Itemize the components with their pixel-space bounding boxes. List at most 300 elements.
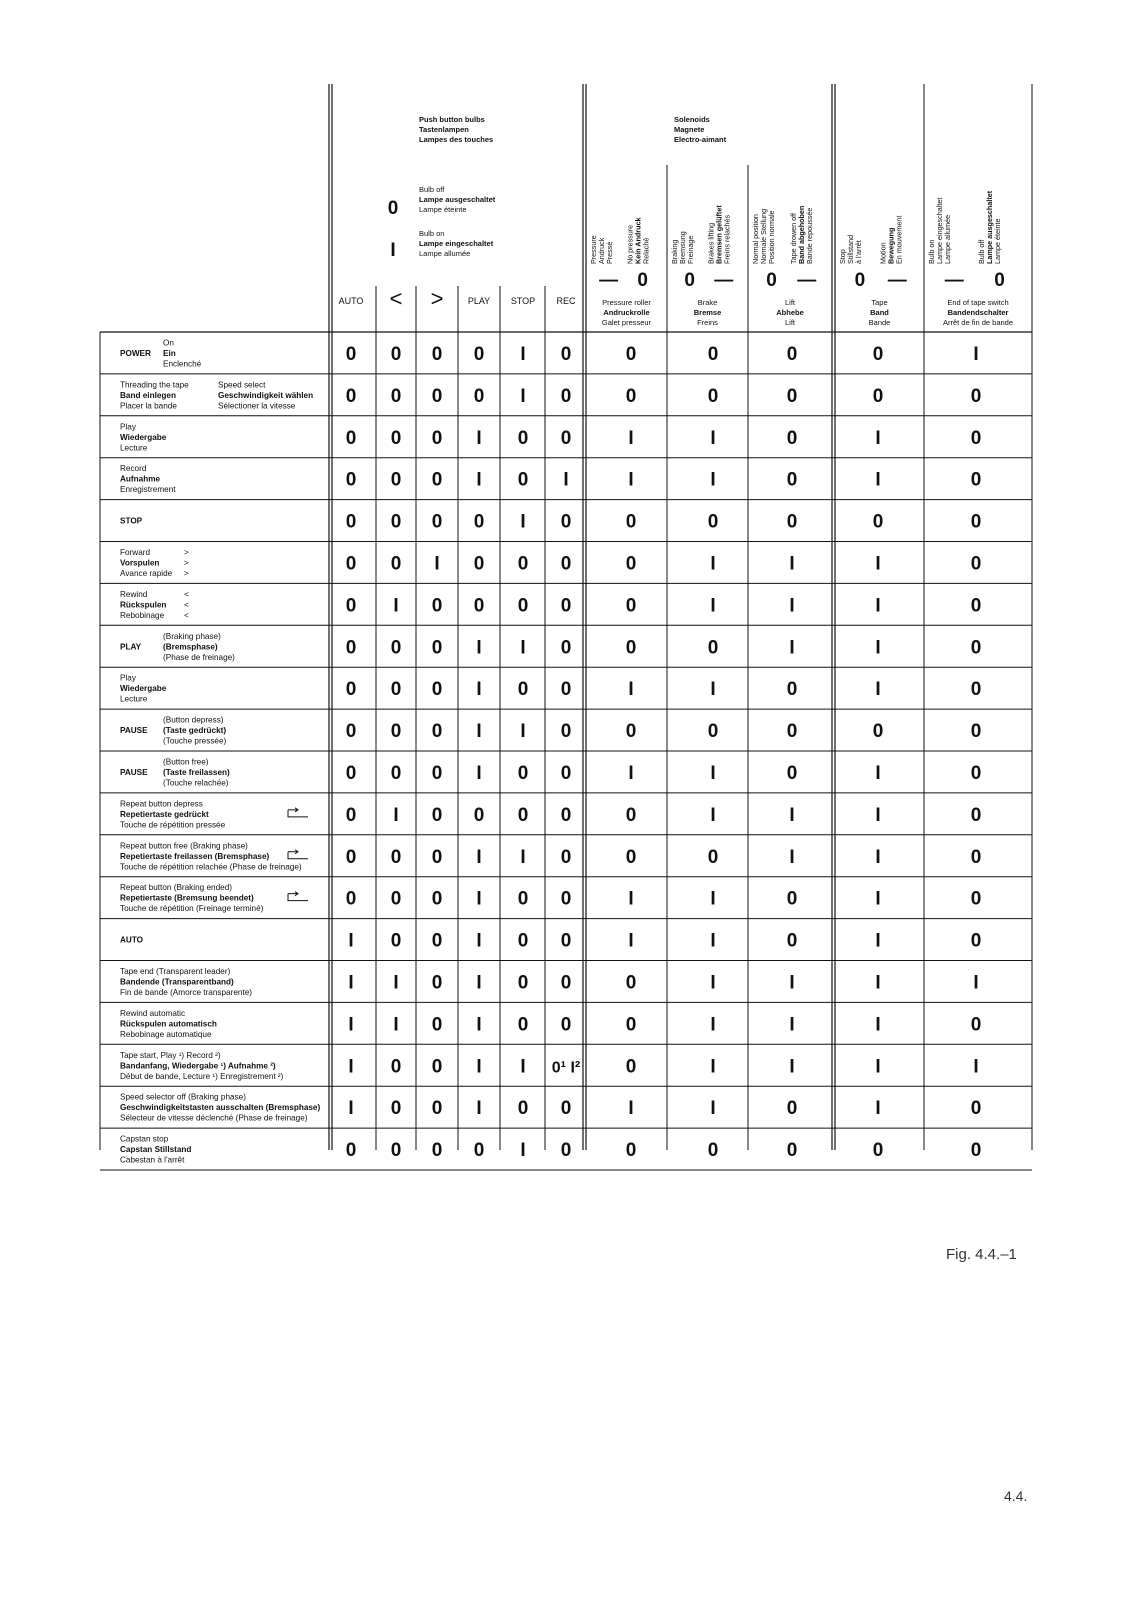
button-header-play: PLAY — [467, 296, 491, 306]
state-symbol: — — [714, 270, 734, 291]
cell-value: 0 — [560, 888, 572, 910]
row-label: (Taste freilassen) — [163, 767, 230, 777]
row-label: Vorspulen — [120, 558, 160, 568]
cell-value: I — [393, 972, 399, 994]
cell-value: I — [628, 762, 634, 784]
cell-value: 0 — [786, 721, 798, 743]
row-label: POWER — [120, 348, 151, 358]
cell-value: 0 — [473, 595, 485, 617]
cell-value: I — [348, 1056, 354, 1078]
cell-value: 0 — [872, 721, 884, 743]
state-label: Freins relachés — [722, 214, 732, 264]
cell-value: 0 — [560, 721, 572, 743]
cell-value: 0 — [473, 511, 485, 533]
row-label: Touche de répétition relachée (Phase de freinage) — [120, 862, 302, 872]
cell-value: I — [628, 427, 634, 449]
legend-off-symbol: 0 — [387, 198, 399, 219]
row-label: PAUSE — [120, 726, 148, 736]
button-header-auto: AUTO — [338, 296, 364, 306]
cell-value: I — [476, 637, 482, 659]
cell-value: I — [973, 343, 979, 365]
solenoids-group-title: Electro-aimant — [674, 135, 727, 144]
row-label: Début de bande, Lecture ¹) Enregistrement ²) — [120, 1071, 284, 1081]
cell-value: 0 — [560, 385, 572, 407]
cell-value: 0 — [390, 930, 402, 952]
button-header-stop: STOP — [510, 296, 536, 306]
repeat-icon — [288, 892, 308, 901]
row-label: Speed selector off (Braking phase) — [120, 1092, 246, 1102]
state-label: Bremsen gelüftet — [714, 205, 724, 264]
cell-value: 0 — [473, 804, 485, 826]
cell-value: 0 — [970, 804, 982, 826]
row-label: Repetiertaste (Bremsung beendet) — [120, 893, 254, 903]
cell-value: I — [710, 930, 716, 952]
cell-value: 0 — [560, 637, 572, 659]
cell-value: I — [789, 637, 795, 659]
cell-value: I — [348, 930, 354, 952]
row-label: On — [163, 338, 174, 348]
row-direction-arrow: < — [184, 600, 189, 610]
row-label: Record — [120, 464, 147, 474]
cell-value: I — [476, 1014, 482, 1036]
cell-value: 0 — [970, 511, 982, 533]
cell-value: 0 — [345, 846, 357, 868]
row-label: (Touche relachée) — [163, 778, 229, 788]
row-label: Wiedergabe — [120, 432, 167, 442]
cell-value: 0 — [517, 804, 529, 826]
solenoid-column-label: Bandendschalter — [947, 308, 1009, 317]
row-label: Lecture — [120, 443, 148, 453]
cell-value: 0 — [560, 762, 572, 784]
cell-value: I — [710, 679, 716, 701]
cell-value: 0 — [390, 385, 402, 407]
cell-value: I — [476, 888, 482, 910]
cell-value: I — [520, 637, 526, 659]
cell-value: 0 — [517, 553, 529, 575]
cell-value: 0 — [390, 637, 402, 659]
cell-value: 0 — [625, 1056, 637, 1078]
row-label: Capstan Stillstand — [120, 1145, 192, 1155]
row-label: Wiedergabe — [120, 684, 167, 694]
row-label: Ein — [163, 348, 176, 358]
row-label: Play — [120, 673, 136, 683]
cell-value: I — [476, 1098, 482, 1120]
row-direction-arrow: > — [184, 568, 189, 578]
row-label: Repeat button depress — [120, 799, 203, 809]
cell-value: 0 — [970, 679, 982, 701]
cell-value: 0 — [390, 1098, 402, 1120]
cell-value: I — [710, 553, 716, 575]
cell-value: 0 — [345, 595, 357, 617]
cell-value: I — [476, 679, 482, 701]
cell-value: I — [875, 846, 881, 868]
cell-value: I — [628, 888, 634, 910]
cell-value: I — [563, 469, 569, 491]
row-label: Repetiertaste gedrückt — [120, 809, 209, 819]
cell-value: 0 — [625, 721, 637, 743]
button-header-rec: REC — [556, 296, 576, 306]
row-label: Tape end (Transparent leader) — [120, 966, 231, 976]
cell-value: I — [476, 1056, 482, 1078]
row-label: Cabestan à l'arrêt — [120, 1155, 185, 1165]
row-label: Fin de bande (Amorce transparente) — [120, 987, 252, 997]
cell-value: 0 — [970, 721, 982, 743]
legend-on-text: Bulb on — [419, 229, 445, 238]
row-label: STOP — [120, 516, 143, 526]
state-label: Position normale — [767, 210, 776, 264]
cell-value: 0 — [517, 1014, 529, 1036]
cell-value: I — [520, 1140, 526, 1162]
state-label: Pressé — [605, 241, 614, 264]
cell-value: 0 — [625, 343, 637, 365]
solenoid-column-label: Abhebe — [776, 308, 804, 317]
cell-value: I — [875, 888, 881, 910]
repeat-icon — [288, 808, 308, 817]
cell-value: 0 — [707, 343, 719, 365]
cell-value: 0 — [872, 385, 884, 407]
cell-value: I — [476, 930, 482, 952]
cell-value: 0 — [707, 721, 719, 743]
cell-value: I — [710, 972, 716, 994]
cell-value: I — [875, 1014, 881, 1036]
row-label: (Braking phase) — [163, 631, 221, 641]
row-label: Repetiertaste freilassen (Bremsphase) — [120, 851, 270, 861]
cell-value: 0 — [473, 385, 485, 407]
cell-value: I — [973, 972, 979, 994]
cell-value: 0 — [345, 637, 357, 659]
cell-value: I — [520, 721, 526, 743]
cell-value: I — [476, 427, 482, 449]
row-direction-arrow: > — [184, 558, 189, 568]
cell-value: 0 — [786, 1098, 798, 1120]
cell-value: 0 — [786, 679, 798, 701]
cell-value: I — [789, 1056, 795, 1078]
cell-value: 0 — [786, 469, 798, 491]
state-symbol: 0 — [854, 270, 866, 291]
cell-value: 0 — [517, 595, 529, 617]
cell-value: 0 — [560, 1098, 572, 1120]
cell-value: 0 — [390, 888, 402, 910]
cell-value: 0 — [390, 427, 402, 449]
cell-value: 0 — [473, 1140, 485, 1162]
solenoid-column-label: Brake — [697, 298, 718, 307]
cell-value: I — [628, 1098, 634, 1120]
cell-value: 0 — [517, 972, 529, 994]
state-label: Normale Stellung — [759, 208, 768, 264]
cell-value: 0 — [970, 930, 982, 952]
cell-value: I — [875, 679, 881, 701]
row-label: Forward — [120, 547, 151, 557]
solenoids-group-title: Solenoids — [674, 115, 710, 124]
cell-value: I — [875, 762, 881, 784]
cell-value: 0 — [707, 846, 719, 868]
cell-value: 0 — [786, 930, 798, 952]
state-label: Bande repoussée — [805, 207, 814, 264]
cell-value: 0 — [872, 1140, 884, 1162]
cell-value: 0 — [970, 1098, 982, 1120]
cell-value: I — [628, 469, 634, 491]
cell-value: 0 — [517, 1098, 529, 1120]
row-label: Touche de répétition (Freinage terminé) — [120, 904, 264, 914]
cell-value: 0 — [390, 511, 402, 533]
row-direction-arrow: > — [184, 547, 189, 557]
cell-value: 0 — [431, 762, 443, 784]
legend-on-text: Lampe eingeschaltet — [419, 239, 494, 248]
cell-value: 0 — [390, 846, 402, 868]
cell-value: 0 — [431, 888, 443, 910]
state-label: Motion — [878, 242, 888, 264]
cell-value: 0 — [707, 385, 719, 407]
cell-value: I — [476, 469, 482, 491]
state-label: Andruck — [597, 237, 606, 264]
cell-value: 0 — [970, 846, 982, 868]
cell-value: 0 — [970, 1140, 982, 1162]
row-label: Bandende (Transparentband) — [120, 977, 234, 987]
cell-value: I — [875, 930, 881, 952]
bulbs-group-title: Tastenlampen — [419, 125, 469, 134]
cell-value: 0 — [970, 1014, 982, 1036]
cell-value: 0 — [431, 930, 443, 952]
cell-value: I — [973, 1056, 979, 1078]
row-label: (Taste gedrückt) — [163, 726, 227, 736]
cell-value: 0 — [431, 637, 443, 659]
cell-value: 0 — [345, 804, 357, 826]
state-symbol: 0 — [994, 270, 1005, 291]
cell-value: I — [520, 343, 526, 365]
row-label: Rebobinage automatique — [120, 1029, 212, 1039]
cell-value: 0 — [345, 888, 357, 910]
button-header-forward: > — [430, 286, 444, 311]
state-label: Bremsung — [678, 231, 687, 264]
state-label: Kein Andruck — [633, 217, 643, 264]
row-label: Geschwindigkeit wählen — [218, 390, 314, 400]
state-label: No pressure — [625, 224, 635, 264]
cell-value: 0 — [517, 679, 529, 701]
cell-value: I — [710, 469, 716, 491]
bulbs-group-title: Push button bulbs — [419, 115, 485, 124]
cell-value: 0 — [625, 637, 637, 659]
state-label: Stop — [838, 249, 847, 264]
solenoid-column-label: Lift — [784, 298, 796, 307]
row-label: (Button free) — [163, 757, 209, 767]
cell-value: 0 — [560, 511, 572, 533]
cell-value: 0 — [345, 679, 357, 701]
state-label: Band abgehoben — [797, 205, 806, 264]
cell-value: 0 — [431, 846, 443, 868]
row-direction-arrow: < — [184, 610, 189, 620]
row-label: (Touche pressée) — [163, 736, 227, 746]
row-label: Speed select — [218, 380, 266, 390]
state-label: Pressure — [589, 235, 598, 264]
row-label: Sélectioner la vitesse — [218, 401, 296, 411]
cell-value: 0 — [431, 1056, 443, 1078]
row-label: Enregistrement — [120, 485, 176, 495]
cell-value: 0 — [517, 469, 529, 491]
cell-value: I — [476, 972, 482, 994]
row-label: (Bremsphase) — [163, 642, 218, 652]
cell-value: I — [789, 1014, 795, 1036]
cell-value: I — [710, 762, 716, 784]
cell-value: 0 — [345, 553, 357, 575]
row-label: Aufnahme — [120, 474, 161, 484]
cell-value: 0 — [786, 427, 798, 449]
cell-value: 0 — [345, 511, 357, 533]
cell-value: I — [710, 804, 716, 826]
cell-value: 0 — [345, 1140, 357, 1162]
cell-value: I — [875, 1098, 881, 1120]
cell-value: 0 — [390, 1056, 402, 1078]
cell-value: I — [348, 1014, 354, 1036]
row-label: PLAY — [120, 642, 142, 652]
state-label: Stillstand — [846, 234, 855, 264]
cell-value: I — [710, 1014, 716, 1036]
state-symbol: — — [944, 270, 964, 291]
cell-value: 0 — [560, 930, 572, 952]
cell-value: I — [789, 846, 795, 868]
cell-value: 0 — [786, 888, 798, 910]
solenoids-group-title: Magnete — [674, 125, 705, 134]
cell-value: 0 — [872, 511, 884, 533]
cell-value: 0 — [431, 721, 443, 743]
cell-value: 0¹ I² — [551, 1059, 581, 1077]
row-label: Rückspulen — [120, 600, 167, 610]
cell-value: 0 — [345, 762, 357, 784]
cell-value: I — [875, 972, 881, 994]
cell-value: I — [789, 972, 795, 994]
state-label: Bulb off — [977, 239, 986, 264]
cell-value: I — [520, 846, 526, 868]
cell-value: 0 — [345, 469, 357, 491]
row-direction-arrow: < — [184, 589, 189, 599]
cell-value: 0 — [560, 804, 572, 826]
cell-value: 0 — [707, 1140, 719, 1162]
row-label: (Phase de freinage) — [163, 652, 235, 662]
cell-value: 0 — [625, 804, 637, 826]
cell-value: 0 — [390, 679, 402, 701]
cell-value: 0 — [560, 679, 572, 701]
legend-off-text: Lampe éteinte — [419, 205, 467, 214]
cell-value: I — [520, 1056, 526, 1078]
state-symbol: 0 — [637, 270, 648, 291]
cell-value: 0 — [786, 1140, 798, 1162]
row-label: Geschwindigkeitstasten ausschalten (Bremsphase) — [120, 1103, 321, 1113]
row-label: Sélecteur de vitesse déclenché (Phase de freinage) — [120, 1113, 308, 1123]
cell-value: 0 — [473, 343, 485, 365]
cell-value: 0 — [707, 637, 719, 659]
cell-value: 0 — [625, 511, 637, 533]
state-label: Lampe éteinte — [993, 218, 1002, 264]
figure-caption: Fig. 4.4.–1 — [946, 1246, 1017, 1263]
repeat-icon — [288, 850, 308, 859]
state-label: Normal position — [751, 214, 760, 264]
cell-value: 0 — [345, 343, 357, 365]
legend-on-symbol: I — [390, 240, 396, 261]
cell-value: I — [710, 595, 716, 617]
state-label: Lampe ausgeschaltet — [985, 190, 994, 264]
cell-value: 0 — [390, 553, 402, 575]
cell-value: 0 — [560, 595, 572, 617]
solenoid-column-label: Bande — [868, 318, 891, 327]
legend-off-text: Bulb off — [419, 185, 445, 194]
row-label: Enclenché — [163, 359, 202, 369]
cell-value: 0 — [872, 343, 884, 365]
state-label: Brakes lifting — [706, 222, 716, 264]
cell-value: 0 — [970, 595, 982, 617]
cell-value: 0 — [625, 385, 637, 407]
cell-value: 0 — [390, 762, 402, 784]
state-label: Tape drowen off — [789, 212, 798, 264]
cell-value: 0 — [431, 804, 443, 826]
cell-value: I — [710, 888, 716, 910]
cell-value: 0 — [431, 343, 443, 365]
cell-value: I — [789, 553, 795, 575]
cell-value: I — [710, 1056, 716, 1078]
solenoid-column-label: Galet presseur — [601, 318, 652, 327]
cell-value: 0 — [390, 721, 402, 743]
cell-value: 0 — [431, 595, 443, 617]
state-symbol: — — [599, 270, 619, 291]
cell-value: 0 — [625, 1014, 637, 1036]
cell-value: I — [710, 427, 716, 449]
cell-value: I — [348, 1098, 354, 1120]
cell-value: I — [789, 804, 795, 826]
cell-value: 0 — [625, 972, 637, 994]
row-label: Play — [120, 422, 136, 432]
cell-value: 0 — [345, 385, 357, 407]
legend-on-text: Lampe allumée — [419, 249, 471, 258]
row-label: Rückspulen automatisch — [120, 1019, 217, 1029]
row-label: Rewind — [120, 589, 148, 599]
cell-value: I — [875, 469, 881, 491]
cell-value: 0 — [431, 511, 443, 533]
cell-value: 0 — [560, 846, 572, 868]
cell-value: 0 — [970, 469, 982, 491]
cell-value: 0 — [625, 595, 637, 617]
cell-value: I — [393, 1014, 399, 1036]
state-symbol: 0 — [684, 270, 695, 291]
row-label: Band einlegen — [120, 390, 176, 400]
cell-value: 0 — [786, 385, 798, 407]
state-label: Lampe allumée — [943, 214, 952, 264]
row-label: Placer la bande — [120, 401, 177, 411]
cell-value: 0 — [970, 762, 982, 784]
row-label: Rewind automatic — [120, 1008, 186, 1018]
state-label: Lampe eingeschaltet — [935, 197, 944, 264]
cell-value: I — [710, 1098, 716, 1120]
page-number: 4.4. — [1004, 1488, 1028, 1504]
cell-value: 0 — [390, 1140, 402, 1162]
solenoid-column-label: Freins — [697, 318, 718, 327]
solenoid-column-label: Tape — [871, 298, 888, 307]
cell-value: 0 — [625, 553, 637, 575]
cell-value: I — [393, 595, 399, 617]
row-label: Repeat button (Braking ended) — [120, 883, 232, 893]
cell-value: I — [434, 553, 440, 575]
row-label: Repeat button free (Braking phase) — [120, 841, 248, 851]
cell-value: 0 — [517, 888, 529, 910]
cell-value: 0 — [431, 469, 443, 491]
cell-value: I — [628, 679, 634, 701]
state-label: Bewegung — [886, 227, 896, 264]
solenoid-column-label: Band — [870, 308, 889, 317]
cell-value: I — [875, 595, 881, 617]
cell-value: I — [348, 972, 354, 994]
row-label: (Button depress) — [163, 715, 224, 725]
cell-value: 0 — [560, 1014, 572, 1036]
cell-value: I — [875, 1056, 881, 1078]
cell-value: 0 — [517, 762, 529, 784]
cell-value: 0 — [431, 427, 443, 449]
